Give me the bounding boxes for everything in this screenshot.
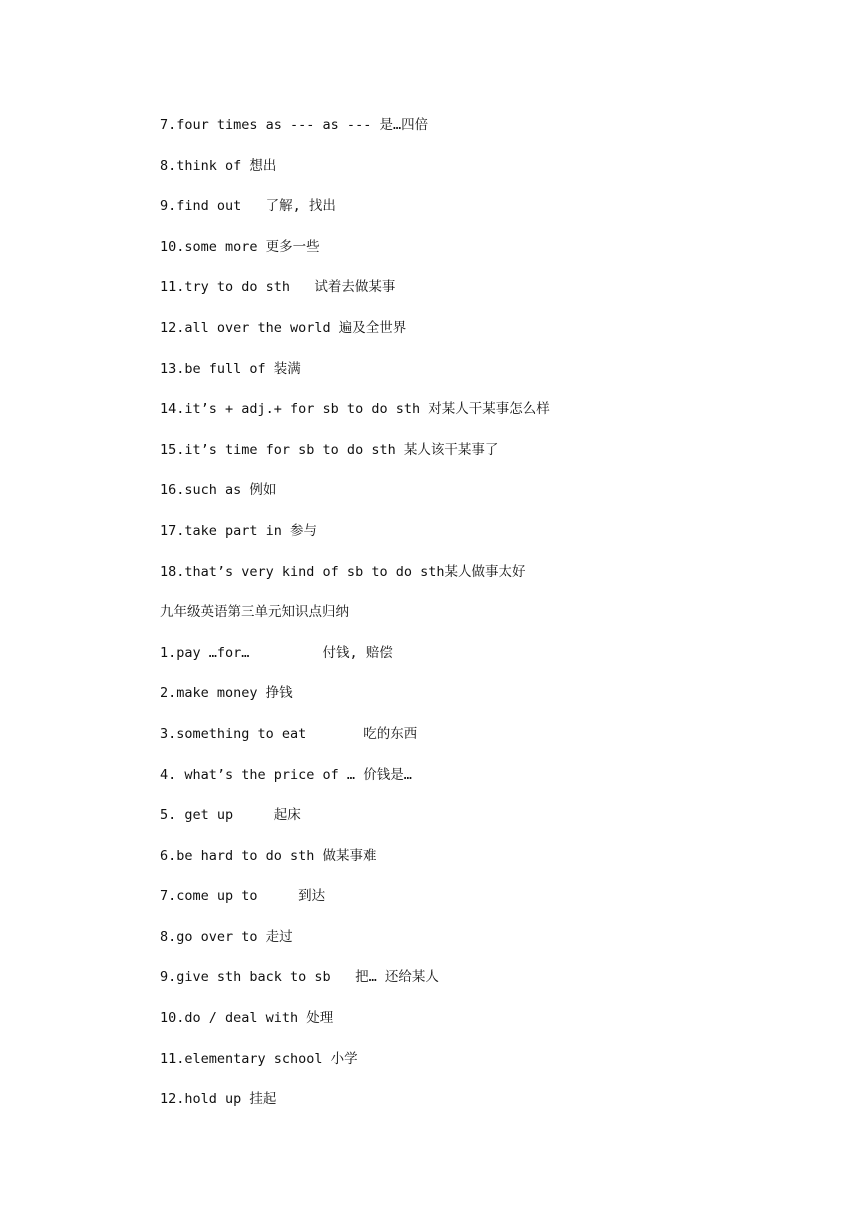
list-item: 15.it’s time for sb to do sth 某人该干某事了 — [160, 441, 499, 458]
list-item: 11.try to do sth 试着去做某事 — [160, 279, 396, 296]
list-item: 6.be hard to do sth 做某事难 — [160, 847, 377, 864]
list-item: 7.come up to 到达 — [160, 888, 326, 905]
list-item: 7.four times as --- as --- 是…四倍 — [160, 117, 429, 133]
vocabulary-list — [160, 113, 800, 1128]
list-item: 16.such as 例如 — [160, 482, 277, 499]
list-item: 18.that’s very kind of sb to do sth某人做事太好 — [160, 563, 526, 580]
section-heading: 九年级英语第三单元知识点归纳 — [160, 604, 349, 621]
list-item: 5. get up 起床 — [160, 807, 301, 824]
list-item: 11.elementary school 小学 — [160, 1050, 358, 1067]
list-item: 8.think of 想出 — [160, 157, 277, 174]
list-item: 1.pay …for… 付钱, 赔偿 — [160, 644, 393, 661]
list-item: 3.something to eat 吃的东西 — [160, 725, 418, 742]
list-item: 2.make money 挣钱 — [160, 685, 293, 702]
list-item: 17.take part in 参与 — [160, 522, 318, 539]
list-item: 12.hold up 挂起 — [160, 1091, 277, 1108]
list-item: 13.be full of 装满 — [160, 360, 301, 377]
list-item: 9.find out 了解, 找出 — [160, 198, 336, 215]
list-item: 4. what’s the price of … 价钱是… — [160, 766, 412, 783]
list-item: 10.some more 更多一些 — [160, 238, 320, 255]
list-item: 9.give sth back to sb 把… 还给某人 — [160, 969, 439, 986]
list-item: 8.go over to 走过 — [160, 928, 293, 945]
list-item: 14.it’s + adj.+ for sb to do sth 对某人干某事怎么样 — [160, 401, 550, 418]
list-item: 10.do / deal with 处理 — [160, 1010, 334, 1027]
list-item: 12.all over the world 遍及全世界 — [160, 319, 407, 336]
